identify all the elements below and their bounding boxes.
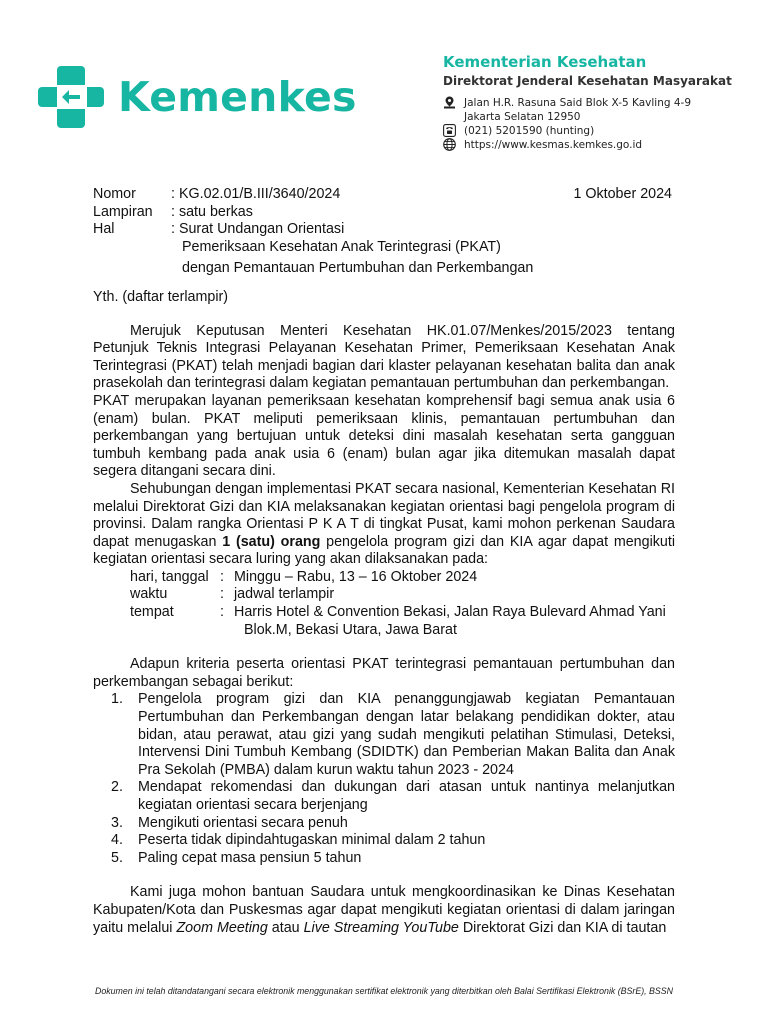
paragraph-4-b: atau [267, 919, 304, 936]
paragraph-2 [93, 481, 675, 569]
letter-header [93, 186, 675, 278]
schedule-value: Harris Hotel & Convention Bekasi, Jalan Raya Bulevard Ahmad Yani [234, 604, 666, 621]
website-link[interactable]: https://www.kesmas.kemkes.go.id [464, 139, 643, 151]
schedule-label: waktu [130, 586, 168, 603]
globe-icon [443, 138, 456, 151]
paragraph-3: Adapun kriteria peserta orientasi PKAT terintegrasi pemantauan pertumbuhan dan perkembangan sebagai berikut: [93, 656, 675, 690]
paragraph-4-c: Direktorat Gizi dan KIA di tautan [458, 919, 667, 936]
paragraph-2-post: pengelola program gizi dan KIA agar dapat mengikuti kegiatan orientasi secara luring yang akan dilaksanakan pada: [93, 533, 676, 568]
list-text: Mengikuti orientasi secara penuh [138, 814, 348, 831]
hal-line2: Pemeriksaan Kesehatan Anak Terintegrasi (PKAT) [182, 238, 501, 255]
nomor-label: Nomor [93, 186, 136, 202]
list-number: 3. [111, 814, 123, 831]
phone-number: (021) 5201590 (hunting) [464, 125, 595, 137]
paragraph-2-bold: 1 (satu) orang [222, 533, 321, 550]
list-number: 2. [111, 779, 123, 796]
addressee: Yth. (daftar terlampir) [93, 288, 229, 305]
hal-value-block [171, 221, 675, 278]
nomor-number: : KG.02.01/B.III/3640/2024 [171, 186, 341, 202]
paragraph-1a: Merujuk Keputusan Menteri Kesehatan HK.01.07/Menkes/2015/2023 tentang Petunjuk Teknis Integrasi Pelayanan Kesehatan Primer, Pemeriksaan Kesehatan Anak Terintegrasi (PKAT) telah menjadi bagian dari klaster pelayanan kesehatan balita dan anak prasekolah dan terintegrasi dalam kegiatan pemantauan pertumbuhan dan perkembangan. [93, 322, 675, 392]
paragraph-2-pre: Sehubungan dengan implementasi PKAT secara nasional, Kementerian Kesehatan RI melalui Direktorat Gizi dan KIA melaksanakan kegiatan orientasi bagi pengelola program di provinsi. Dalam rangka Orientasi P K A T di tingkat Pusat, kami mohon perkenan Saudara dapat menugaskan [93, 480, 675, 550]
org-name: Kementerian Kesehatan [443, 53, 647, 71]
schedule-sep: : [220, 586, 224, 603]
address-line1: Jalan H.R. Rasuna Said Blok X-5 Kavling 4-9 [464, 97, 692, 109]
phone-icon [443, 124, 456, 137]
location-icon [443, 96, 456, 109]
list-item [93, 850, 675, 868]
schedule-label: tempat [130, 604, 174, 621]
criteria-list [93, 691, 675, 867]
youtube-text: Live Streaming YouTube [303, 919, 459, 936]
schedule-value-cont: Blok.M, Bekasi Utara, Jawa Barat [244, 621, 457, 638]
logo-wordmark: Kemenkes [118, 73, 357, 121]
paragraph-1b: PKAT merupakan layanan pemeriksaan kesehatan komprehensif bagi semua anak usia 6 (enam) bulan. PKAT meliputi pemeriksaan klinis, pemantauan pertumbuhan dan perkembangan yang bertujuan untuk deteksi dini masalah kesehatan serta gangguan tumbuh kembang pada anak usia 6 (enam) bulan agar jika ditemukan masalah dapat segera ditangani secara dini. [93, 392, 675, 480]
letter-body [93, 186, 675, 937]
list-number: 4. [111, 832, 123, 849]
esignature-footer: Dokumen ini telah ditandatangani secara elektronik menggunakan sertifikat elektronik yang diterbitkan oleh Balai Sertifikasi Elektronik (BSrE), BSSN [95, 986, 673, 996]
org-identity [443, 52, 759, 90]
list-text: Pengelola program gizi dan KIA penanggungjawab kegiatan Pemantauan Pertumbuhan dan Perkembangan dengan latar belakang pendidikan dokter, atau bidan, atau perawat, atau gizi yang sudah mengikuti pelatihan Stimulasi, Deteksi, Intervensi Dini Tumbuh Kembang (SDIDTK) dan Pemberian Makan Balita dan Anak Pra Sekolah (PMBA) dalam kurun waktu tahun 2023 - 2024 [138, 691, 675, 778]
list-text: Peserta tidak dipindahtugaskan minimal dalam 2 tahun [138, 832, 486, 849]
paragraph-4-a: Kami juga mohon bantuan Saudara untuk mengkoordinasikan ke Dinas Kesehatan Kabupaten/Kota dan Puskesmas agar dapat mengikuti kegiatan orientasi di dalam jaringan yaitu melalui [93, 884, 675, 936]
list-number: 5. [111, 849, 123, 866]
list-item [93, 779, 675, 814]
nomor-value [171, 186, 675, 204]
schedule-value: jadwal terlampir [234, 586, 335, 603]
schedule-value: Minggu – Rabu, 13 – 16 Oktober 2024 [234, 568, 478, 585]
list-number: 1. [111, 691, 123, 708]
hal-line3: dengan Pemantauan Pertumbuhan dan Perkembangan [182, 260, 534, 277]
zoom-meeting-text: Zoom Meeting [176, 919, 268, 936]
list-item [93, 815, 675, 833]
hal-value: : Surat Undangan Orientasi [171, 221, 345, 238]
list-item [93, 832, 675, 850]
hal-label: Hal [93, 221, 115, 238]
schedule-label: hari, tanggal [130, 568, 209, 585]
list-item [93, 691, 675, 779]
org-unit: Direktorat Jenderal Kesehatan Masyarakat [443, 74, 732, 88]
lampiran-label: Lampiran [93, 203, 153, 220]
lampiran-value: : satu berkas [171, 203, 253, 220]
letter-date: 1 Oktober 2024 [573, 186, 672, 202]
schedule-table [130, 569, 677, 639]
schedule-blank [220, 622, 234, 640]
schedule-sep: : [220, 568, 224, 585]
list-text: Paling cepat masa pensiun 5 tahun [138, 849, 362, 866]
kemenkes-logo-icon [38, 64, 104, 130]
address-line2: Jakarta Selatan 12950 [464, 111, 581, 123]
list-text: Mendapat rekomendasi dan dukungan dari atasan untuk nantinya melanjutkan kegiatan orientasi secara berjenjang [138, 779, 675, 813]
paragraph-4 [93, 884, 675, 937]
schedule-sep: : [220, 604, 224, 621]
schedule-blank [130, 622, 220, 640]
